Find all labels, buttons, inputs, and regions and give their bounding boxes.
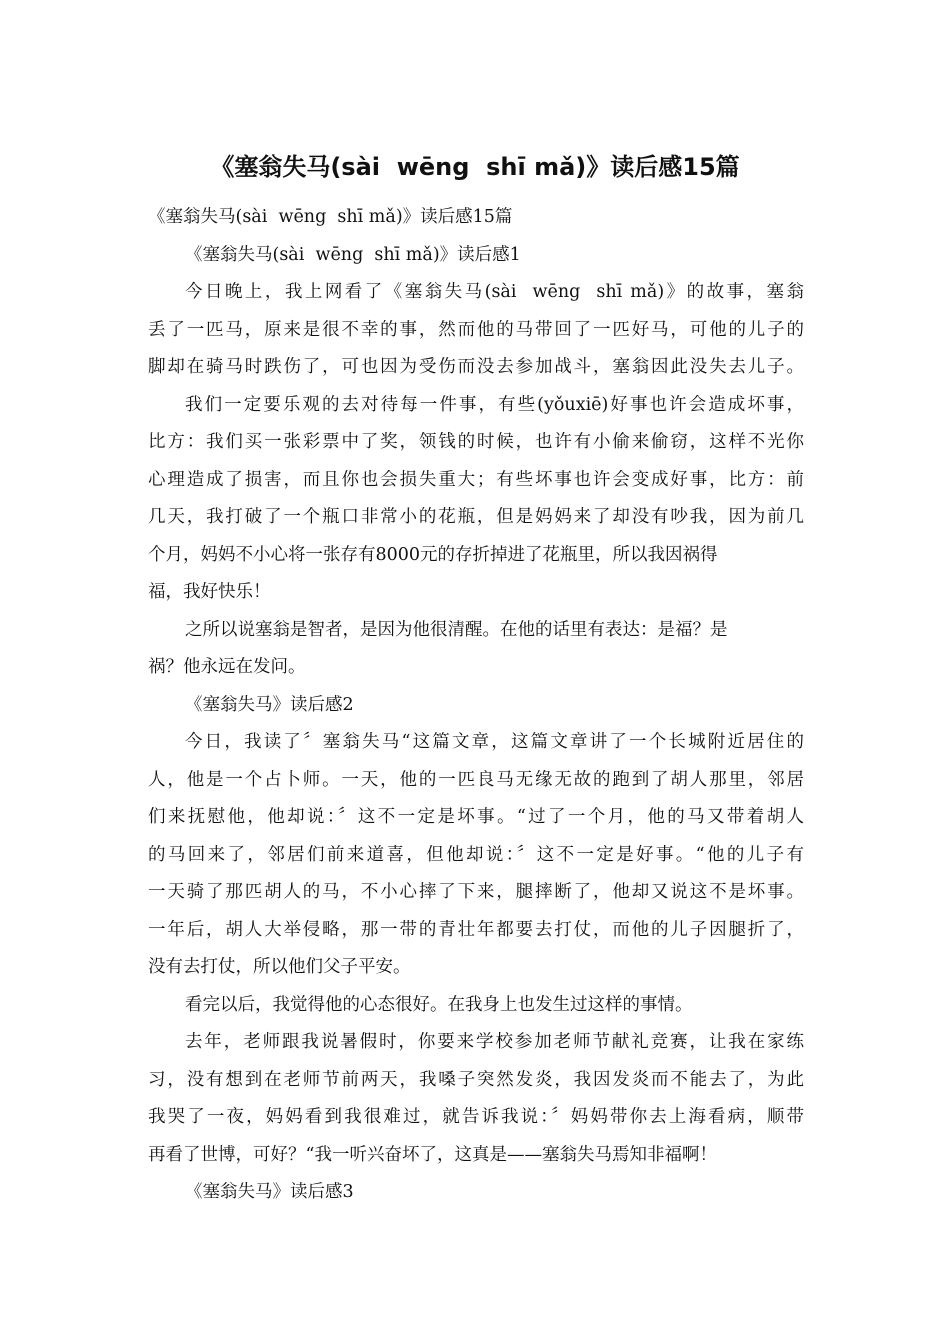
text-line: 《塞翁失马(sài wēng shī mǎ)》读后感15篇 [148, 207, 513, 227]
text-line: 一天骑了那匹胡人的马，不小心摔了下来，腿摔断了，他却又说这不是坏事。 [148, 882, 804, 902]
text-line: 个月，妈妈不小心将一张存有8000元的存折掉进了花瓶里，所以我因祸得 [148, 544, 718, 565]
text-line: 习，没有想到在老师节前两天，我嗓子突然发炎，我因发炎而不能去了，为此 [148, 1069, 804, 1090]
text-line: 们来抚慰他，他却说：〞这不一定是坏事。“过了一个月，他的马又带着胡人 [148, 807, 804, 827]
text-line: 一年后，胡人大举侵略，那一带的青壮年都要去打仗，而他的儿子因腿折了， [148, 919, 804, 940]
text-line: 今日，我读了〞塞翁失马“这篇文章，这篇文章讲了一个长城附近居住的 [185, 732, 804, 752]
text-line: 比方：我们买一张彩票中了奖，领钱的时候，也许有小偷来偷窃，这样不光你 [148, 432, 804, 452]
text-line: 脚却在骑马时跌伤了，可也因为受伤而没去参加战斗，塞翁因此没失去儿子。 [148, 357, 804, 377]
text-line: 《塞翁失马》读后感3 [185, 1182, 354, 1202]
document-title: 《塞翁失马(sài wēng shī mǎ)》读后感15篇 [210, 153, 740, 181]
document-body [148, 199, 804, 1212]
text-line: 的马回来了，邻居们前来道喜，但他却说：〞这不一定是好事。“他的儿子有 [148, 844, 804, 865]
text-line: 祸？他永远在发问。 [148, 657, 306, 677]
text-line: 福，我好快乐！ [148, 582, 271, 602]
text-line: 《塞翁失马(sài wēng shī mǎ)》读后感1 [185, 244, 521, 265]
text-line: 我们一定要乐观的去对待每一件事，有些(yǒuxiē)好事也许会造成坏事， [185, 394, 804, 415]
text-line: 心理造成了损害，而且你也会损失重大；有些坏事也许会变成好事，比方：前 [148, 469, 804, 490]
text-line: 我哭了一夜，妈妈看到我很难过，就告诉我说：〞妈妈带你去上海看病，顺带 [148, 1107, 804, 1127]
text-line: 之所以说塞翁是智者，是因为他很清醒。在他的话里有表达：是福？是 [185, 619, 728, 640]
text-line: 看完以后，我觉得他的心态很好。在我身上也发生过这样的事情。 [185, 994, 693, 1015]
text-line: 没有去打仗，所以他们父子平安。 [148, 957, 411, 977]
text-line: 今日晚上，我上网看了《塞翁失马(sài wēng shī mǎ)》的故事，塞翁 [185, 282, 804, 302]
text-line: 《塞翁失马》读后感2 [185, 694, 354, 715]
text-line: 几天，我打破了一个瓶口非常小的花瓶，但是妈妈来了却没有吵我，因为前几 [148, 507, 804, 527]
text-line: 人，他是一个占卜师。一天，他的一匹良马无缘无故的跑到了胡人那里，邻居 [148, 769, 804, 790]
text-line: 丢了一匹马，原来是很不幸的事，然而他的马带回了一匹好马，可他的儿子的 [148, 319, 804, 340]
text-line: 再看了世博，可好？“我一听兴奋坏了，这真是——塞翁失马焉知非福啊！ [148, 1144, 717, 1165]
text-line: 去年，老师跟我说暑假时，你要来学校参加老师节献礼竞赛，让我在家练 [185, 1032, 804, 1052]
